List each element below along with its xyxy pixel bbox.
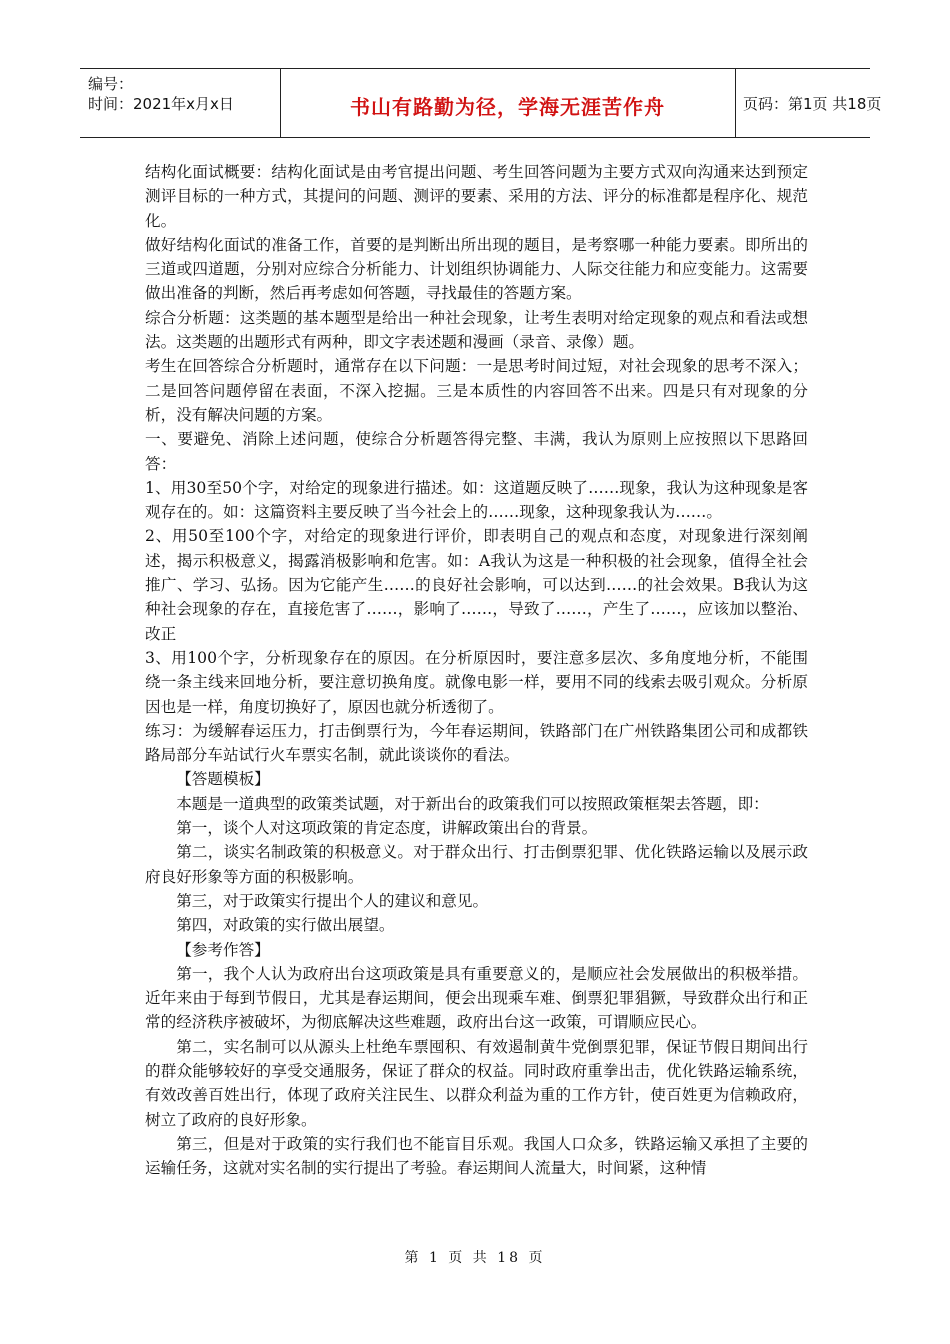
paragraph: 【参考作答】 xyxy=(176,940,270,959)
document-body xyxy=(145,160,808,1180)
paragraph: 1、用30至50个字，对给定的现象进行描述。如：这道题反映了……现象，我认为这种现象是客观存在的。如：这篇资料主要反映了当今社会上的……现象，这种现象我认为……。 xyxy=(145,478,808,522)
paragraph: 第一，谈个人对这项政策的肯定态度，讲解政策出台的背景。 xyxy=(176,819,598,838)
date-label: 时间：2021年x月x日 xyxy=(88,95,234,113)
paragraph: 第一，我个人认为政府出台这项政策是具有重要意义的，是顺应社会发展做出的积极举措。近年来由于每到节假日，尤其是春运期间，便会出现乘车难、倒票犯罪猖獗，导致群众出行和正常的经济秩序被破坏，为彻底解决这些难题，政府出台这一政策，可谓顺应民心。 xyxy=(145,964,808,1032)
paragraph: 一、要避免、消除上述问题，使综合分析题答得完整、丰满，我认为原则上应按照以下思路回答： xyxy=(145,430,808,473)
serial-label: 编号： xyxy=(88,75,134,93)
paragraph: 练习：为缓解春运压力，打击倒票行为，今年春运期间，铁路部门在广州铁路集团公司和成都铁路局部分车站试行火车票实名制，就此谈谈你的看法。 xyxy=(145,721,808,765)
header-info-cell xyxy=(80,69,281,137)
paragraph: 第三，对于政策实行提出个人的建议和意见。 xyxy=(176,891,489,910)
paragraph: 第三，但是对于政策的实行我们也不能盲目乐观。我国人口众多，铁路运输又承担了主要的运输任务，这就对实名制的实行提出了考验。春运期间人流量大，时间紧，这种情 xyxy=(145,1134,808,1178)
paragraph: 第四，对政策的实行做出展望。 xyxy=(176,916,395,935)
page-header xyxy=(80,68,882,138)
motto-text: 书山有路勤为径，学海无涯苦作舟 xyxy=(350,95,665,119)
page-number-label: 页码：第1页 共18页 xyxy=(743,95,882,113)
paragraph: 本题是一道典型的政策类试题，对于新出台的政策我们可以按照政策框架去答题，即： xyxy=(176,794,769,813)
paragraph: 结构化面试概要：结构化面试是由考官提出问题、考生回答问题为主要方式双向沟通来达到预定测评目标的一种方式，其提问的问题、测评的要素、采用的方法、评分的标准都是程序化、规范化。 xyxy=(145,163,808,230)
header-page-cell xyxy=(735,69,882,137)
paragraph: 2、用50至100个字，对给定的现象进行评价，即表明自己的观点和态度，对现象进行深刻阐述，揭示积极意义，揭露消极影响和危害。如：A我认为这是一种积极的社会现象，值得全社会推广、学习、弘扬。因为它能产生……的良好社会影响，可以达到……的社会效果。B我认为这种社会现象的存在，直接危害了……，影响了……，导致了……，产生了……，应该加以整治、改正 xyxy=(145,527,808,643)
header-motto-cell xyxy=(280,69,736,137)
paragraph: 综合分析题：这类题的基本题型是给出一种社会现象，让考生表明对给定现象的观点和看法或想法。这类题的出题形式有两种，即文字表述题和漫画（录音、录像）题。 xyxy=(145,308,808,352)
paragraph: 做好结构化面试的准备工作，首要的是判断出所出现的题目，是考察哪一种能力要素。即所出的三道或四道题，分别对应综合分析能力、计划组织协调能力、人际交往能力和应变能力。这需要做出准备的判断，然后再考虑如何答题，寻找最佳的答题方案。 xyxy=(145,235,808,303)
paragraph: 3、用100个字，分析现象存在的原因。在分析原因时，要注意多层次、多角度地分析，不能围绕一条主线来回地分析，要注意切换角度。就像电影一样，要用不同的线索去吸引观众。分析原因也是一样，角度切换好了，原因也就分析透彻了。 xyxy=(145,648,808,716)
page-footer: 第 1 页 共 18 页 xyxy=(404,1250,546,1266)
paragraph: 考生在回答综合分析题时，通常存在以下问题：一是思考时间过短，对社会现象的思考不深入；二是回答问题停留在表面，不深入挖掘。三是本质性的内容回答不出来。四是只有对现象的分析，没有解决问题的方案。 xyxy=(145,357,808,424)
paragraph: 【答题模板】 xyxy=(176,770,270,789)
paragraph: 第二，实名制可以从源头上杜绝车票囤积、有效遏制黄牛党倒票犯罪，保证节假日期间出行的群众能够较好的享受交通服务，保证了群众的权益。同时政府重拳出击，优化铁路运输系统，有效改善百姓出行，体现了政府关注民生、以群众利益为重的工作方针，使百姓更为信赖政府，树立了政府的良好形象。 xyxy=(145,1037,808,1129)
paragraph: 第二，谈实名制政策的积极意义。对于群众出行、打击倒票犯罪、优化铁路运输以及展示政府良好形象等方面的积极影响。 xyxy=(145,843,808,886)
